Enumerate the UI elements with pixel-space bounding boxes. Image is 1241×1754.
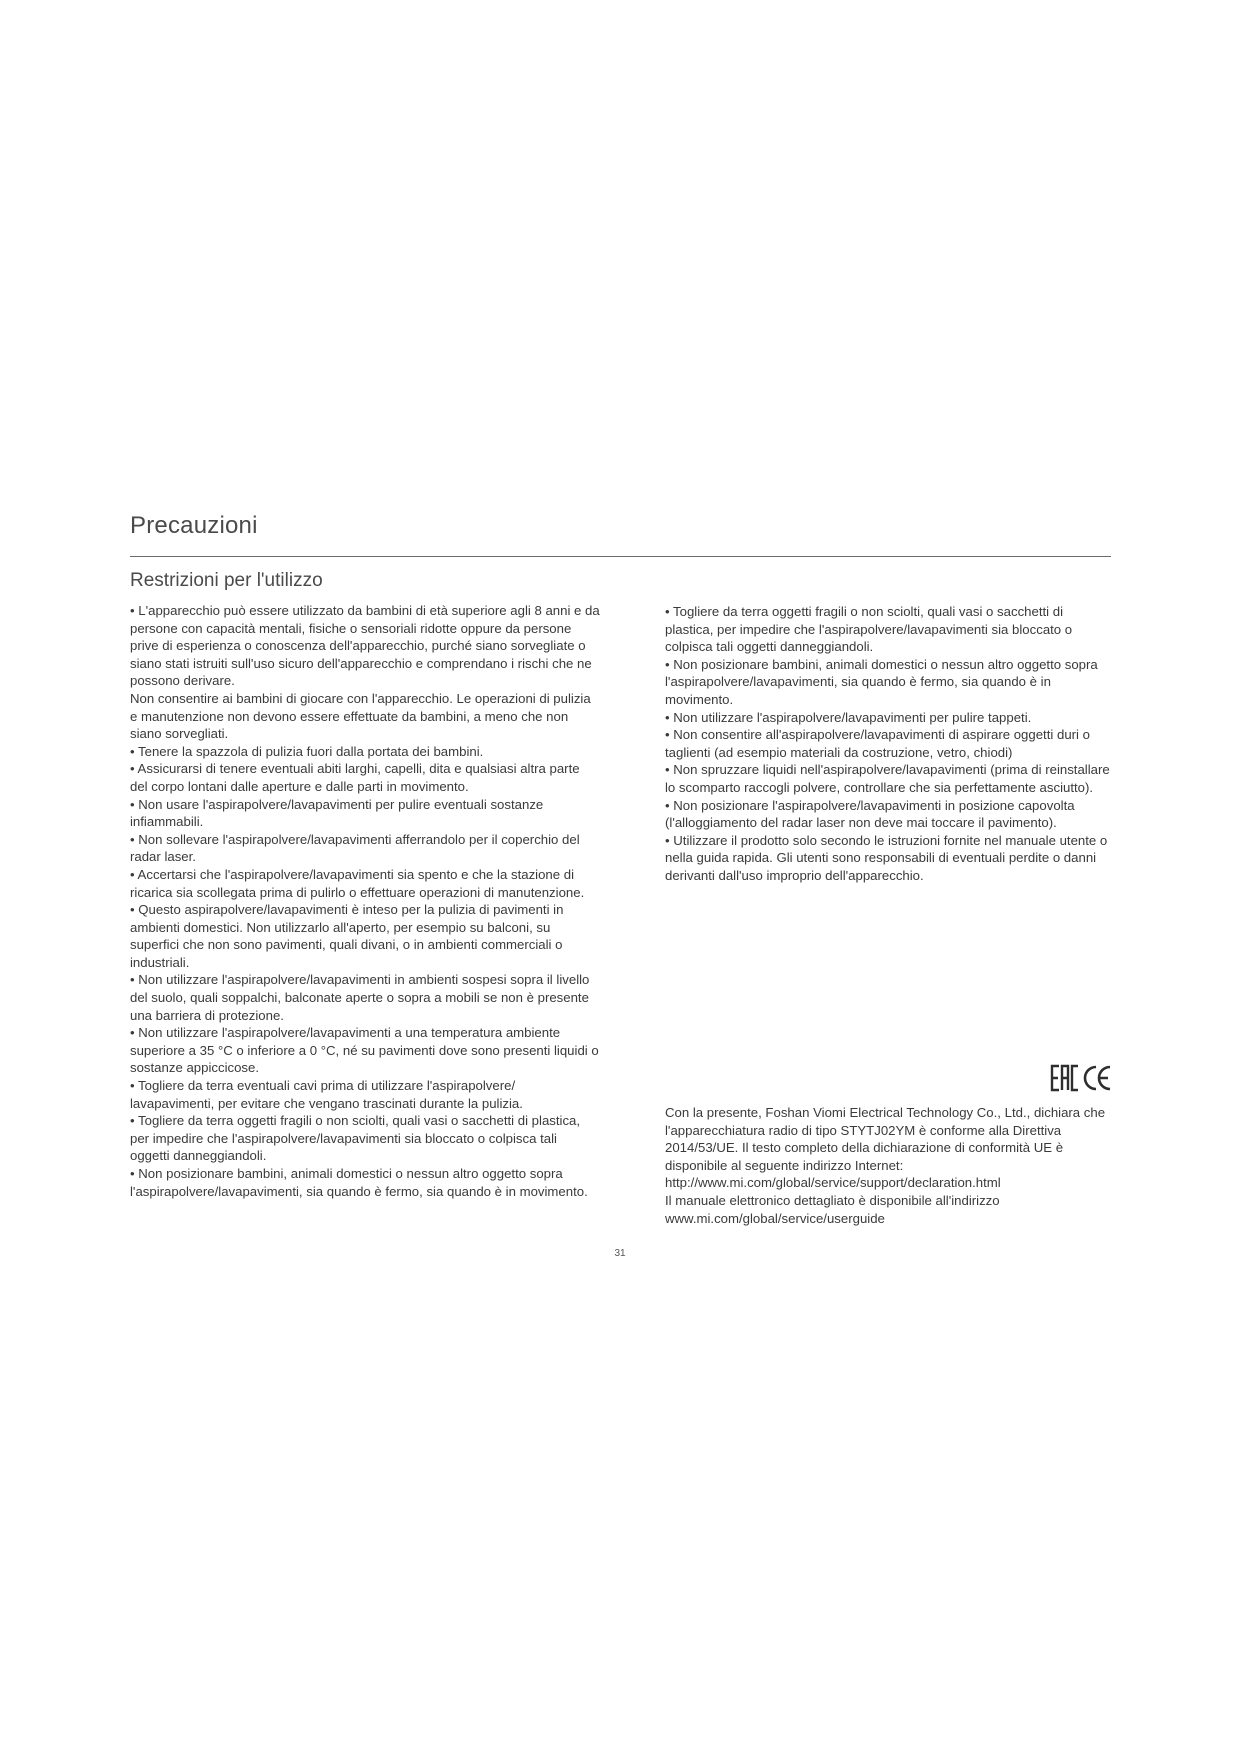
left-paragraph: • L'apparecchio può essere utilizzato da bambini di età superiore agli 8 anni e da persone con capacità mentali, fisiche o sensoriali ridotte oppure da persone prive di esperienza o conoscenza dell'apparecchio, purché siano sorvegliate o siano stati istruiti sull'uso sicuro dell'apparecchio e comprendano i rischi che ne possono derivare. bbox=[130, 603, 600, 689]
page-title: Precauzioni bbox=[130, 512, 258, 539]
right-column bbox=[665, 603, 1110, 885]
left-paragraph: • Non usare l'aspirapolvere/lavapavimenti per pulire eventuali sostanze infiammabili. bbox=[130, 796, 544, 830]
ce-mark-icon bbox=[1085, 1067, 1110, 1089]
left-paragraph: Non consentire ai bambini di giocare con l'apparecchio. Le operazioni di pulizia e manutenzione non devono essere effettuate da bambini, a meno che non siano sorvegliati. bbox=[130, 690, 591, 742]
right-paragraph: • Non utilizzare l'aspirapolvere/lavapavimenti per pulire tappeti. bbox=[665, 709, 1032, 725]
page-number: 31 bbox=[614, 1248, 626, 1259]
declaration-url: http://www.mi.com/global/service/support/declaration.html bbox=[665, 1175, 1001, 1191]
left-paragraph: • Togliere da terra eventuali cavi prima di utilizzare l'aspirapolvere/ lavapavimenti, per evitare che vengano trascinati durante la pulizia. bbox=[130, 1078, 523, 1111]
left-paragraph: • Non utilizzare l'aspirapolvere/lavapavimenti a una temperatura ambiente superiore a 35 °C o inferiore a 0 °C, né su pavimenti dove sono presenti liquidi o sostanze appiccicose. bbox=[130, 1025, 599, 1076]
manual-availability-text: Il manuale elettronico dettagliato è disponibile all'indirizzo bbox=[665, 1192, 1000, 1208]
left-paragraph: • Togliere da terra oggetti fragili o non sciolti, quali vasi o sacchetti di plastica, per impedire che l'aspirapolvere/lavapavimenti sia bloccato o colpisca tali oggetti danneggiandoli. bbox=[130, 1113, 581, 1164]
section-heading: Restrizioni per l'utilizzo bbox=[130, 570, 323, 591]
left-paragraph: • Tenere la spazzola di pulizia fuori dalla portata dei bambini. bbox=[130, 743, 484, 759]
declaration-of-conformity bbox=[665, 1104, 1110, 1227]
right-paragraph: • Non posizionare l'aspirapolvere/lavapavimenti in posizione capovolta (l'alloggiamento del radar laser non deve mai toccare il pavimento). bbox=[665, 797, 1075, 831]
right-paragraph: • Non spruzzare liquidi nell'aspirapolvere/lavapavimenti (prima di reinstallare lo scomparto raccogli polvere, controllare che sia perfettamente asciutto). bbox=[665, 762, 1110, 795]
right-paragraph: • Utilizzare il prodotto solo secondo le istruzioni fornite nel manuale utente o nella guida rapida. Gli utenti sono responsabili di eventuali perdite o danni derivanti dall'uso improprio dell'apparecchio. bbox=[665, 832, 1108, 883]
left-paragraph: • Questo aspirapolvere/lavapavimenti è inteso per la pulizia di pavimenti in ambienti domestici. Non utilizzarlo all'aperto, per esempio su balconi, su superfici che non sono pavimenti, quali divani, o in ambienti commerciali o industriali. bbox=[130, 902, 564, 970]
certification-marks bbox=[1050, 1063, 1112, 1093]
declaration-text: Con la presente, Foshan Viomi Electrical Technology Co., Ltd., dichiara che l'apparecchiatura radio di tipo STYTJ02YM è conforme alla Direttiva 2014/53/UE. Il testo completo della dichiarazione di conformità UE è disponibile al seguente indirizzo Internet: bbox=[665, 1105, 1106, 1173]
right-paragraph: • Non consentire all'aspirapolvere/lavapavimenti di aspirare oggetti duri o taglienti (ad esempio materiali da costruzione, vetro, chiodi) bbox=[665, 727, 1090, 760]
left-paragraph: • Non utilizzare l'aspirapolvere/lavapavimenti in ambienti sospesi sopra il livello del suolo, quali soppalchi, balconate aperte o sopra a mobili se non è presente una barriera di protezione. bbox=[130, 972, 590, 1023]
left-column bbox=[130, 602, 600, 1200]
eac-mark-icon bbox=[1052, 1066, 1078, 1090]
right-paragraph: • Togliere da terra oggetti fragili o non sciolti, quali vasi o sacchetti di plastica, per impedire che l'aspirapolvere/lavapavimenti sia bloccato o colpisca tali oggetti danneggiandoli. bbox=[665, 604, 1073, 655]
title-divider bbox=[130, 556, 1111, 557]
left-paragraph: • Non sollevare l'aspirapolvere/lavapavimenti afferrandolo per il coperchio del radar laser. bbox=[130, 831, 580, 865]
right-paragraph: • Non posizionare bambini, animali domestici o nessun altro oggetto sopra l'aspirapolvere/lavapavimenti, sia quando è fermo, sia quando è in movimento. bbox=[665, 656, 1098, 707]
left-paragraph: • Assicurarsi di tenere eventuali abiti larghi, capelli, dita e qualsiasi altra parte del corpo lontani dalle aperture e dalle parti in movimento. bbox=[130, 761, 580, 794]
left-paragraph: • Non posizionare bambini, animali domestici o nessun altro oggetto sopra l'aspirapolvere/lavapavimenti, sia quando è fermo, sia quando è in movimento. bbox=[130, 1166, 588, 1199]
userguide-url: www.mi.com/global/service/userguide bbox=[665, 1210, 885, 1226]
left-paragraph: • Accertarsi che l'aspirapolvere/lavapavimenti sia spento e che la stazione di ricarica sia scollegata prima di pulirlo o effettuare operazioni di manutenzione. bbox=[130, 866, 585, 900]
